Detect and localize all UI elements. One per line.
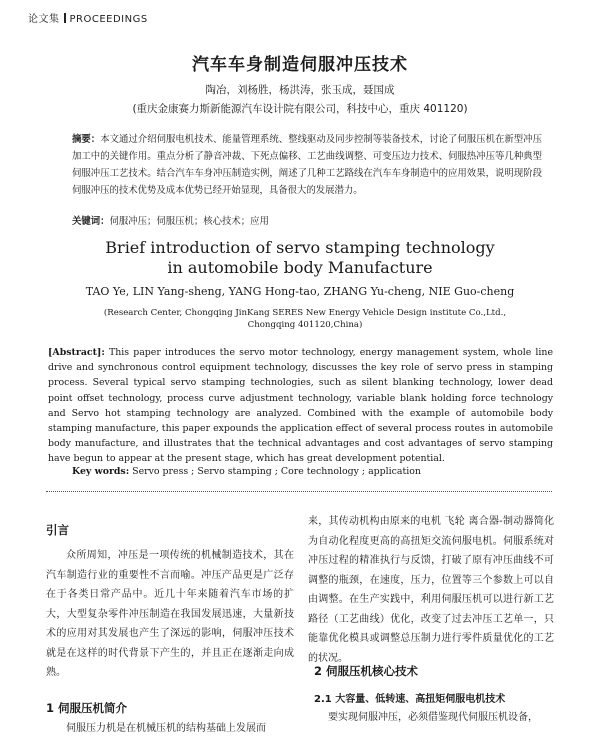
english-affiliation: [85, 307, 525, 331]
chinese-abstract-label: 摘要：: [72, 134, 101, 145]
chinese-affiliation: (重庆金康赛力斯新能源汽车设计院有限公司，科技中心，重庆 401120): [132, 103, 468, 115]
english-keywords: [72, 466, 542, 477]
chinese-abstract-text: 本文通过介绍伺服电机技术、能量管理系统、整线驱动及同步控制等装备技术，讨论了伺服压机在新型冲压加工中的关键作用。重点分析了静音冲裁、下死点偏移、工艺曲线调整、可变压边力技术、伺服热冲压等几种典型伺服冲压工艺技术。结合汽车车身冲压制造实例，阐述了几种工艺路线在汽车车身制造中的应用效果，说明现阶段伺服冲压的技术优势及成本优势已经开始显现，具备很大的发展潜力。: [72, 134, 542, 196]
section2-heading: 2 伺服压机核心技术: [314, 664, 419, 678]
intro-heading: 引言: [46, 523, 69, 537]
chinese-authors: 陶冶，刘杨胜，杨洪涛，张玉成，聂国成: [205, 84, 395, 96]
english-title: [0, 238, 600, 278]
english-keywords-label: Key words:: [72, 466, 130, 477]
section2-1-paragraph: 要实现伺服冲压，必须借鉴现代伺服压机设备，: [328, 712, 538, 723]
english-affiliation-line1: (Research Center, Chongqing JinKang SERES New Energy Vehicle Design institute Co.,Ltd.,: [103, 308, 507, 318]
chinese-keywords: [72, 213, 542, 227]
english-title-line1: Brief introduction of servo stamping technology: [105, 238, 495, 257]
english-keywords-text: Servo press ; Servo stamping ; Core technology ; application: [132, 466, 421, 477]
english-abstract-text: This paper introduces the servo motor technology, energy management system, whole line drive and synchronous control equipment technology, discusses the key role of servo press in stamping process. Several typical servo stamping technologies, such as silent blanking technology, lower dead point offset technology, process curve adjustment technology, variable blank holding force technology and Servo hot stamping technology are analyzed. Combined with the example of automobile body stamping manufacture, this paper expounds the application effect of several process routes in automobile body manufacture, and illustrates that the technical advantages and cost advantages of servo stamping have begun to appear at the present stage, which has great development potential.: [48, 347, 553, 465]
section-divider: [46, 491, 552, 492]
english-title-line2: in automobile body Manufacture: [167, 258, 433, 277]
intro-paragraph: 众所周知，冲压是一项传统的机械制造技术，其在汽车制造行业的重要性不言而喻。冲压产品更是广泛存在于各类日常产品中。近几十年来随着汽车市场的扩大，大型复杂零件冲压制造在我国发展迅速，大量新技术的应用对其发展也产生了深远的影响，伺服冲压技术就是在这样的时代背景下产生的，并且正在逐渐走向成熟。: [46, 550, 294, 678]
english-authors: TAO Ye, LIN Yang-sheng, YANG Hong-tao, ZHANG Yu-cheng, NIE Guo-cheng: [85, 285, 515, 298]
chinese-title: 汽车车身制造伺服冲压技术: [192, 55, 408, 75]
header-divider: [64, 13, 66, 23]
header-left: 论文集: [28, 14, 60, 25]
running-header: [28, 10, 148, 25]
chinese-keywords-text: 伺服冲压；伺服压机；核心技术；应用: [109, 216, 269, 227]
section2-1-heading: 2.1 大容量、低转速、高扭矩伺服电机技术: [314, 694, 506, 705]
english-abstract: [48, 345, 553, 467]
english-affiliation-line2: Chongqing 401120,China): [247, 320, 363, 330]
right-column-paragraph: 来，其传动机构由原来的电机 飞轮 离合器-制动器简化为自动化程度更高的高扭矩交流伺服电机。伺服系统对冲压过程的精准执行与反馈，打破了原有冲压曲线不可调整的瓶颈，在速度，压力，位置等三个参数上可以自由调整。在生产实践中，利用伺服压机可以进行新工艺路径（工艺曲线）优化，改变了过去冲压工艺单一，只能靠优化模具或调整总压制力进行零件质量优化的工艺的状况。: [308, 516, 554, 664]
english-abstract-label: [Abstract]:: [48, 347, 105, 358]
section1-heading: 1 伺服压机简介: [46, 701, 128, 715]
header-right: PROCEEDINGS: [69, 14, 148, 25]
chinese-abstract: [72, 131, 542, 199]
chinese-keywords-label: 关键词：: [72, 216, 110, 227]
section1-paragraph: 伺服压力机是在机械压机的结构基础上发展而: [66, 723, 266, 734]
